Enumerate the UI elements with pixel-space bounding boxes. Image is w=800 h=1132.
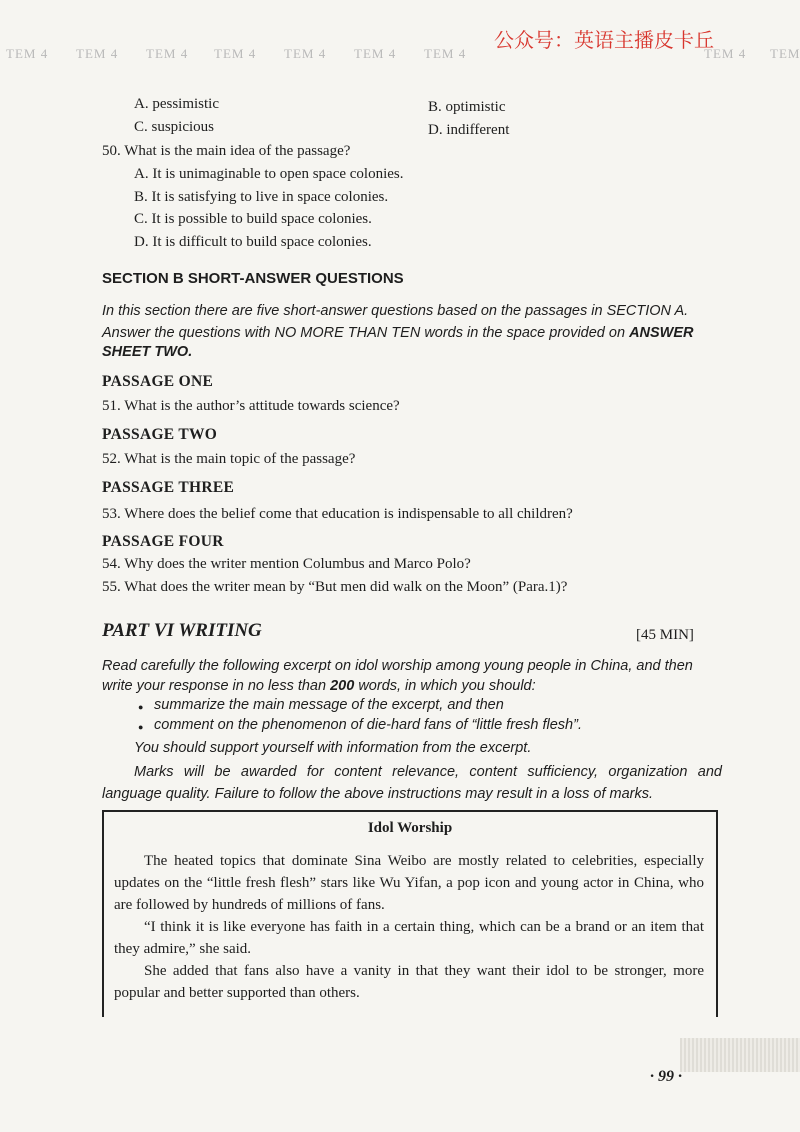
question-53: 53. Where does the belief come that education is indispensable to all children? [102,506,573,522]
bullet-item-2: comment on the phenomenon of die-hard fans of “little fresh flesh”. [154,717,582,733]
excerpt-box [102,810,718,1017]
q50-stem: 50. What is the main idea of the passage? [102,143,351,159]
q50-option-d: D. It is difficult to build space colonies. [134,234,372,250]
header-item: TEM 4 [424,46,467,61]
header-item: TEM 4 [146,46,189,61]
section-b-instr-line1: In this section there are five short-answer questions based on the passages in SECTION A. [102,303,689,319]
page-corner-shading [680,1038,800,1072]
passage-three-heading: PASSAGE THREE [102,479,235,496]
word-count: 200 [330,678,355,694]
excerpt-paragraph-3: She added that fans also have a vanity in that they want their idol to be stronger, more popular and better supported than others. [114,963,704,1001]
header-item: TEM 4 [284,46,327,61]
part-vi-time: [45 MIN] [636,627,694,643]
part-vi-instr-line2 [102,678,536,694]
q49-option-b: B. optimistic [428,99,506,115]
header-item: TEM 4 [6,46,49,61]
bullet-icon: ● [138,722,144,732]
q49-option-c: C. suspicious [134,119,215,135]
header-item: TEM 4 [76,46,119,61]
part-vi-title: PART VI WRITING [102,620,262,641]
instr-text: write your response in no less than [102,678,331,694]
section-b-heading: SECTION B SHORT-ANSWER QUESTIONS [102,270,404,287]
q50-option-c: C. It is possible to build space colonies. [134,211,372,227]
q49-option-d: D. indifferent [428,122,510,138]
section-b-instr-line3: SHEET TWO. [102,344,193,360]
instr-text: words, in which you should: [354,678,536,694]
excerpt-title: Idol Worship [367,820,453,836]
instr-text: Answer the questions with NO MORE THAN TEN words in the space provided on [102,325,630,341]
part-vi-marks-line1: Marks will be awarded for content relevance, content sufficiency, organization and [134,764,722,780]
excerpt-paragraph-2: “I think it is like everyone has faith in a certain thing, which can be a brand or an item that they admire,” she said. [114,919,704,957]
question-54: 54. Why does the writer mention Columbus and Marco Polo? [102,556,471,572]
excerpt-paragraph-1: The heated topics that dominate Sina Weibo are mostly related to celebrities, especially updates on the “little fresh flesh” stars like Wu Yifan, a pop icon and young actor in China, who are followed by hundreds of millions of fans. [114,853,704,913]
header-item: TEM 4 [704,46,747,61]
passage-one-heading: PASSAGE ONE [102,373,214,390]
q50-option-a: A. It is unimaginable to open space colonies. [134,166,404,182]
instr-bold: ANSWER [629,325,694,341]
q50-option-b: B. It is satisfying to live in space colonies. [134,189,389,205]
page-number: · 99 · [650,1068,682,1085]
passage-two-heading: PASSAGE TWO [102,426,218,443]
q49-option-a: A. pessimistic [134,96,219,112]
part-vi-instr-line1: Read carefully the following excerpt on idol worship among young people in China, and then [102,658,693,674]
header-item: TEM 4 [214,46,257,61]
header-item: TEM 4 [354,46,397,61]
bullet-item-1: summarize the main message of the excerpt, and then [154,697,504,713]
wechat-watermark: 公众号：英语主播皮卡丘 [494,28,714,52]
bullet-icon: ● [138,702,144,712]
question-55: 55. What does the writer mean by “But men did walk on the Moon” (Para.1)? [102,579,568,595]
header-item: TEM [770,46,800,61]
part-vi-support: You should support yourself with information from the excerpt. [134,740,532,756]
part-vi-marks-line2: language quality. Failure to follow the above instructions may result in a loss of marks. [102,786,653,802]
question-52: 52. What is the main topic of the passage? [102,451,356,467]
question-51: 51. What is the author’s attitude towards science? [102,398,400,414]
section-b-instr-line2 [102,325,694,341]
passage-four-heading: PASSAGE FOUR [102,533,224,550]
